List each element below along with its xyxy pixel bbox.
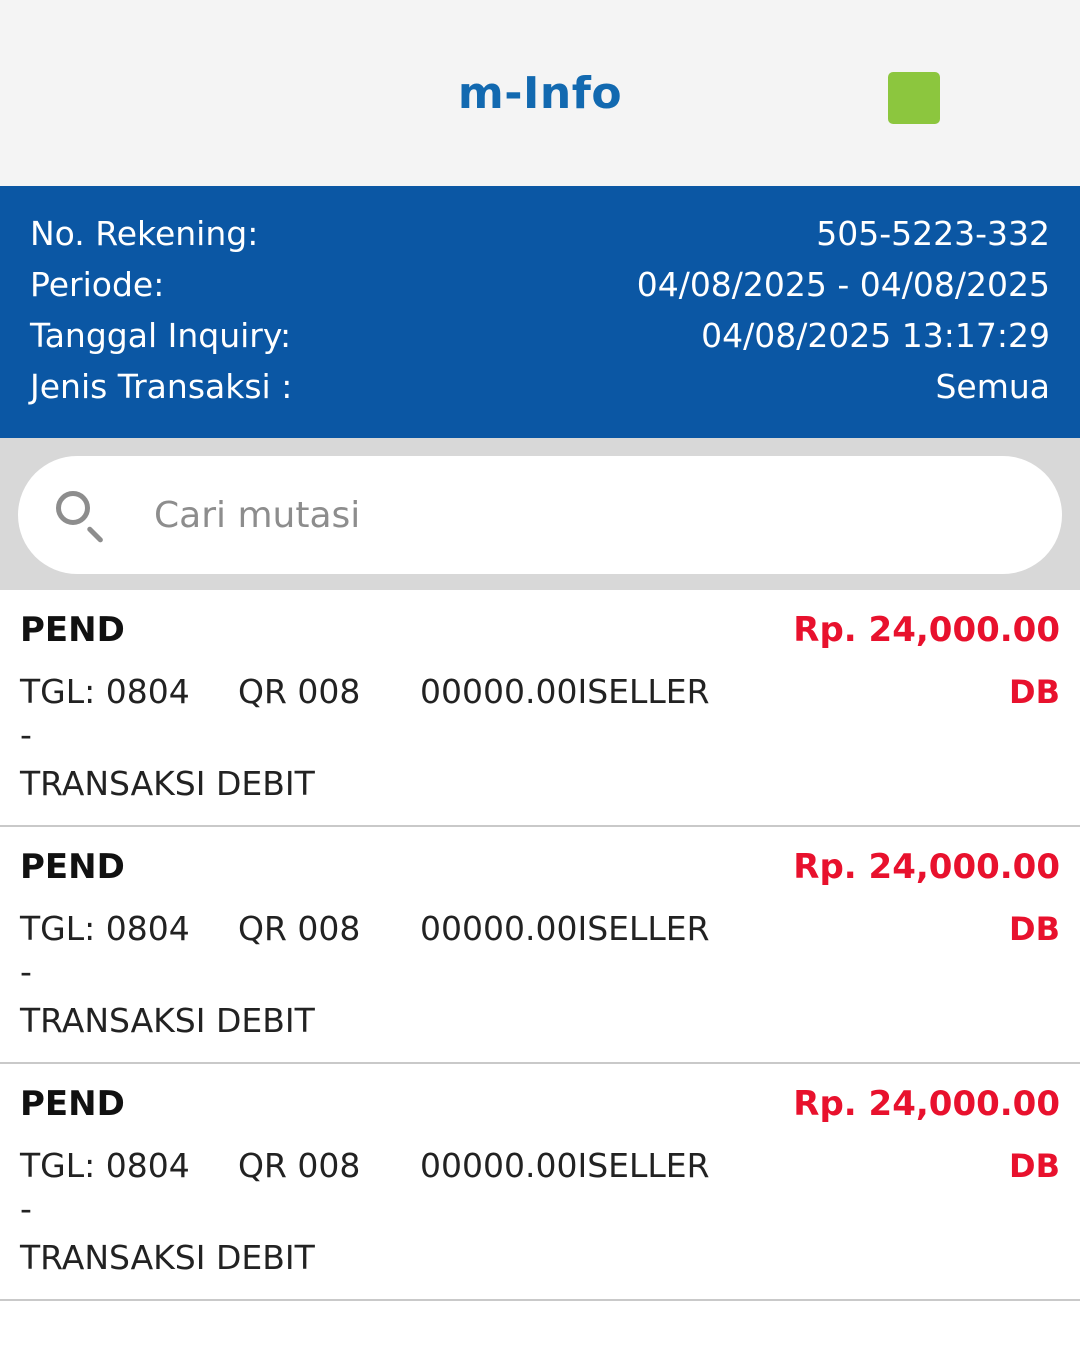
top-bar bbox=[0, 0, 1080, 186]
transaction-dash: - bbox=[20, 1189, 32, 1228]
info-label-periode: Periode: bbox=[30, 265, 165, 304]
transaction-ref: QR 008 bbox=[238, 1146, 361, 1185]
transaction-row[interactable] bbox=[0, 827, 1080, 1064]
transaction-title: PEND bbox=[20, 847, 125, 887]
transaction-type: DB bbox=[1009, 673, 1060, 711]
transaction-desc: 00000.00ISELLER bbox=[420, 672, 710, 711]
info-value-periode: 04/08/2025 - 04/08/2025 bbox=[636, 265, 1050, 304]
transaction-footer: TRANSAKSI DEBIT bbox=[20, 764, 315, 803]
transaction-row[interactable] bbox=[0, 1064, 1080, 1301]
account-info-panel bbox=[0, 186, 1080, 438]
transaction-date: TGL: 0804 bbox=[20, 1146, 190, 1185]
info-row-tanggal-inquiry bbox=[30, 310, 1050, 361]
transaction-dash: - bbox=[20, 715, 32, 754]
search-input[interactable] bbox=[152, 494, 1028, 537]
transaction-header bbox=[20, 610, 1060, 650]
transaction-header bbox=[20, 847, 1060, 887]
search-bar-container bbox=[0, 438, 1080, 590]
transaction-footer: TRANSAKSI DEBIT bbox=[20, 1001, 315, 1040]
info-label-jenis-transaksi: Jenis Transaksi : bbox=[30, 367, 293, 406]
transaction-amount: Rp. 24,000.00 bbox=[793, 1084, 1060, 1124]
transaction-amount: Rp. 24,000.00 bbox=[793, 610, 1060, 650]
transaction-list[interactable] bbox=[0, 590, 1080, 1354]
transaction-title: PEND bbox=[20, 610, 125, 650]
transaction-row[interactable] bbox=[0, 590, 1080, 827]
transaction-footer: TRANSAKSI DEBIT bbox=[20, 1238, 315, 1277]
info-row-rekening bbox=[30, 208, 1050, 259]
status-badge[interactable] bbox=[888, 72, 940, 124]
transaction-details bbox=[20, 909, 1060, 948]
transaction-amount: Rp. 24,000.00 bbox=[793, 847, 1060, 887]
search-icon bbox=[52, 488, 106, 542]
info-value-tanggal-inquiry: 04/08/2025 13:17:29 bbox=[701, 316, 1050, 355]
transaction-title: PEND bbox=[20, 1084, 125, 1124]
info-label-rekening: No. Rekening: bbox=[30, 214, 259, 253]
transaction-type: DB bbox=[1009, 910, 1060, 948]
info-value-rekening: 505-5223-332 bbox=[816, 214, 1050, 253]
transaction-desc: 00000.00ISELLER bbox=[420, 909, 710, 948]
info-row-periode bbox=[30, 259, 1050, 310]
info-row-jenis-transaksi bbox=[30, 361, 1050, 412]
transaction-details bbox=[20, 672, 1060, 711]
transaction-dash: - bbox=[20, 952, 32, 991]
transaction-header bbox=[20, 1084, 1060, 1124]
transaction-desc: 00000.00ISELLER bbox=[420, 1146, 710, 1185]
transaction-date: TGL: 0804 bbox=[20, 909, 190, 948]
transaction-date: TGL: 0804 bbox=[20, 672, 190, 711]
search-box[interactable] bbox=[18, 456, 1062, 574]
transaction-ref: QR 008 bbox=[238, 909, 361, 948]
page-title: m-Info bbox=[457, 67, 623, 119]
info-value-jenis-transaksi: Semua bbox=[935, 367, 1050, 406]
transaction-details bbox=[20, 1146, 1060, 1185]
transaction-ref: QR 008 bbox=[238, 672, 361, 711]
transaction-type: DB bbox=[1009, 1147, 1060, 1185]
info-label-tanggal-inquiry: Tanggal Inquiry: bbox=[30, 316, 292, 355]
